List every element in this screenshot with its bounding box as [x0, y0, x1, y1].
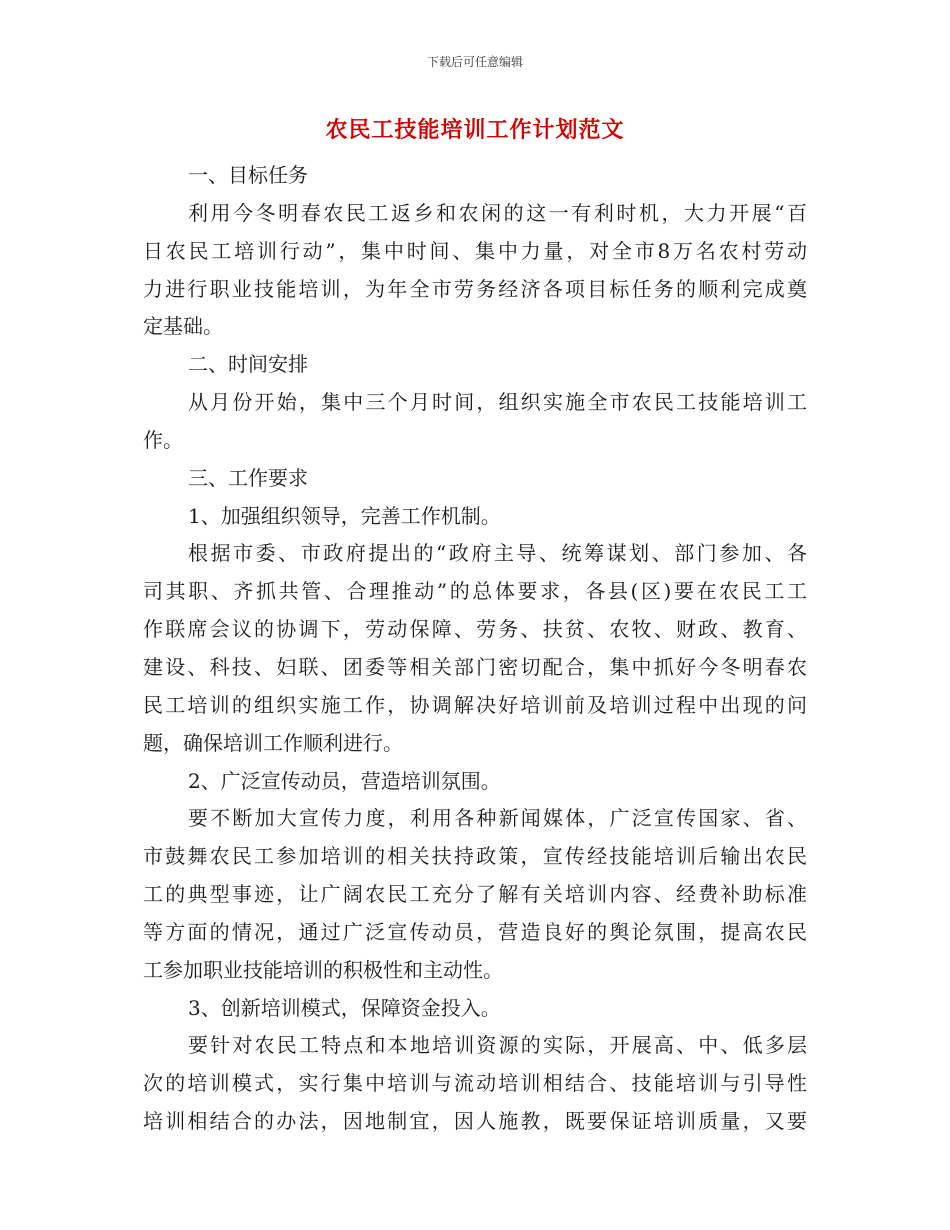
paragraph-line: 要不断加大宣传力度，利用各种新闻媒体，广泛宣传国家、省、 [188, 806, 807, 831]
paragraph-line: 作。 [143, 427, 183, 452]
paragraph-line: 建设、科技、妇联、团委等相关部门密切配合，集中抓好今冬明春农 [143, 654, 807, 679]
paragraph-line: 工的典型事迹，让广阔农民工充分了解有关培训内容、经费补助标准 [143, 882, 807, 907]
paragraph-line: 力进行职业技能培训，为年全市劳务经济各项目标任务的顺利完成奠 [143, 276, 807, 301]
paragraph-line: 利用今冬明春农民工返乡和农闲的这一有利时机，大力开展“百 [188, 200, 807, 225]
subheading-3: 3、创新培训模式，保障资金投入。 [188, 995, 501, 1020]
header-note: 下载后可任意编辑 [426, 55, 523, 69]
paragraph-line: 司其职、齐抓共管、合理推动”的总体要求，各县(区)要在农民工工 [143, 579, 807, 604]
paragraph-line: 根据市委、市政府提出的“政府主导、统筹谋划、部门参加、各 [188, 541, 807, 566]
subheading-1: 1、加强组织领导，完善工作机制。 [188, 503, 501, 528]
paragraph-line: 民工培训的组织实施工作，协调解决好培训前及培训过程中出现的问 [143, 692, 807, 717]
document-title: 农民工技能培训工作计划范文 [325, 118, 625, 143]
paragraph-line: 作联席会议的协调下，劳动保障、劳务、扶贫、农牧、财政、教育、 [143, 617, 807, 642]
paragraph-line: 市鼓舞农民工参加培训的相关扶持政策，宣传经技能培训后输出农民 [143, 844, 807, 869]
paragraph-line: 题，确保培训工作顺利进行。 [143, 730, 403, 755]
subheading-2: 2、广泛宣传动员，营造培训氛围。 [188, 768, 501, 793]
paragraph-line: 工参加职业技能培训的积极性和主动性。 [143, 957, 503, 982]
heading-goal: 一、目标任务 [188, 163, 308, 187]
document-body [143, 157, 807, 1141]
paragraph-line: 日农民工培训行动”，集中时间、集中力量，对全市8万名农村劳动 [143, 238, 807, 263]
paragraph-line: 要针对农民工特点和本地培训资源的实际，开展高、中、低多层 [188, 1033, 807, 1058]
paragraph-line: 培训相结合的办法，因地制宜，因人施教，既要保证培训质量，又要 [143, 1109, 807, 1134]
paragraph-line: 定基础。 [143, 314, 223, 339]
paragraph-line: 次的培训模式，实行集中培训与流动培训相结合、技能培训与引导性 [143, 1071, 807, 1096]
heading-schedule: 二、时间安排 [188, 352, 308, 377]
paragraph-line: 等方面的情况，通过广泛宣传动员，营造良好的舆论氛围，提高农民 [143, 919, 807, 944]
paragraph-line: 从月份开始，集中三个月时间，组织实施全市农民工技能培训工 [188, 390, 807, 415]
heading-requirements: 三、工作要求 [188, 465, 308, 490]
